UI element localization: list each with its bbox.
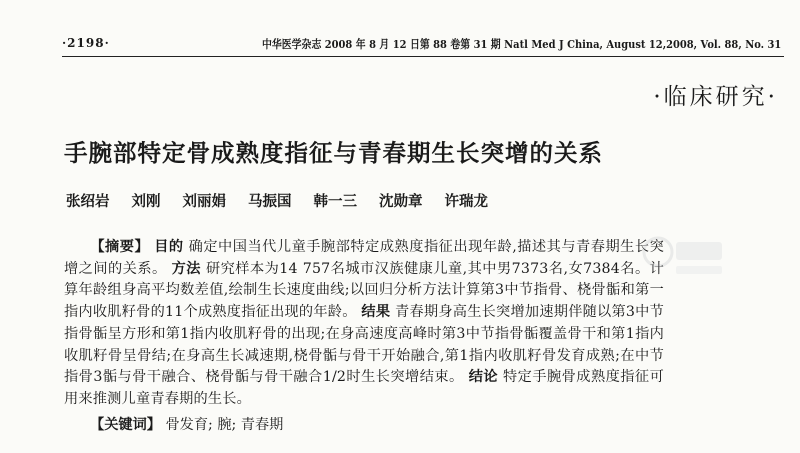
author-name: 张绍岩 [66, 193, 110, 210]
abstract-label: 【摘要】 [90, 239, 150, 255]
keywords [90, 414, 283, 434]
abstract [64, 237, 664, 411]
conclusion-text: 特定手腕骨成熟度指征可用来推测儿童青春期的生长。 [64, 369, 664, 407]
keywords-items: 骨发育; 腕; 青春期 [165, 417, 284, 433]
results-text: 青春期身高生长突增加速期伴随以第3中节指骨骺呈方形和第1指内收肌籽骨的出现;在身高速度高峰时第3中节指骨骺覆盖骨干和第1指内收肌籽骨呈骨结;在身高生长减速期,桡骨骺与骨干开始融合,第1指内收肌籽骨发育成熟;在中节指骨3骺与骨干融合、桡骨骺与骨干融合1/2时生长突增结束。 [64, 304, 664, 386]
header-rule [62, 56, 784, 57]
author-name: 刘刚 [131, 193, 161, 210]
methods-label: 方法 [171, 260, 201, 277]
section-label: ·临床研究· [653, 84, 778, 110]
conclusion-label: 结论 [468, 369, 499, 386]
author-name: 沈勋章 [379, 193, 423, 210]
author-name: 许瑞龙 [444, 193, 488, 210]
author-name: 韩一三 [313, 193, 357, 210]
results-label: 结果 [361, 304, 391, 321]
author-list [66, 190, 488, 211]
page-number: ·2198· [62, 36, 110, 50]
watermark-logo [640, 230, 730, 290]
author-name: 马振国 [248, 193, 292, 210]
objective-text: 确定中国当代儿童手腕部特定成熟度指征出现年龄,描述其与青春期生长突增之间的关系。 [64, 239, 664, 277]
running-header: 中华医学杂志 2008 年 8 月 12 日第 88 卷第 31 期 Natl Med J China, August 12,2008, Vol. 88, No. 31 [262, 37, 782, 51]
author-name: 刘丽娟 [182, 193, 226, 210]
objective-label: 目的 [154, 239, 184, 255]
article-title: 手腕部特定骨成熟度指征与青春期生长突增的关系 [64, 139, 603, 167]
keywords-label: 【关键词】 [90, 417, 161, 433]
methods-text: 研究样本为14 757名城市汉族健康儿童,其中男7373名,女7384名。计算年龄组身高平均数差值,绘制生长速度曲线;以回归分析方法计算第3中节指骨、桡骨骺和第一指内收肌籽骨的11个成熟度指征出现的年龄。 [64, 260, 664, 321]
